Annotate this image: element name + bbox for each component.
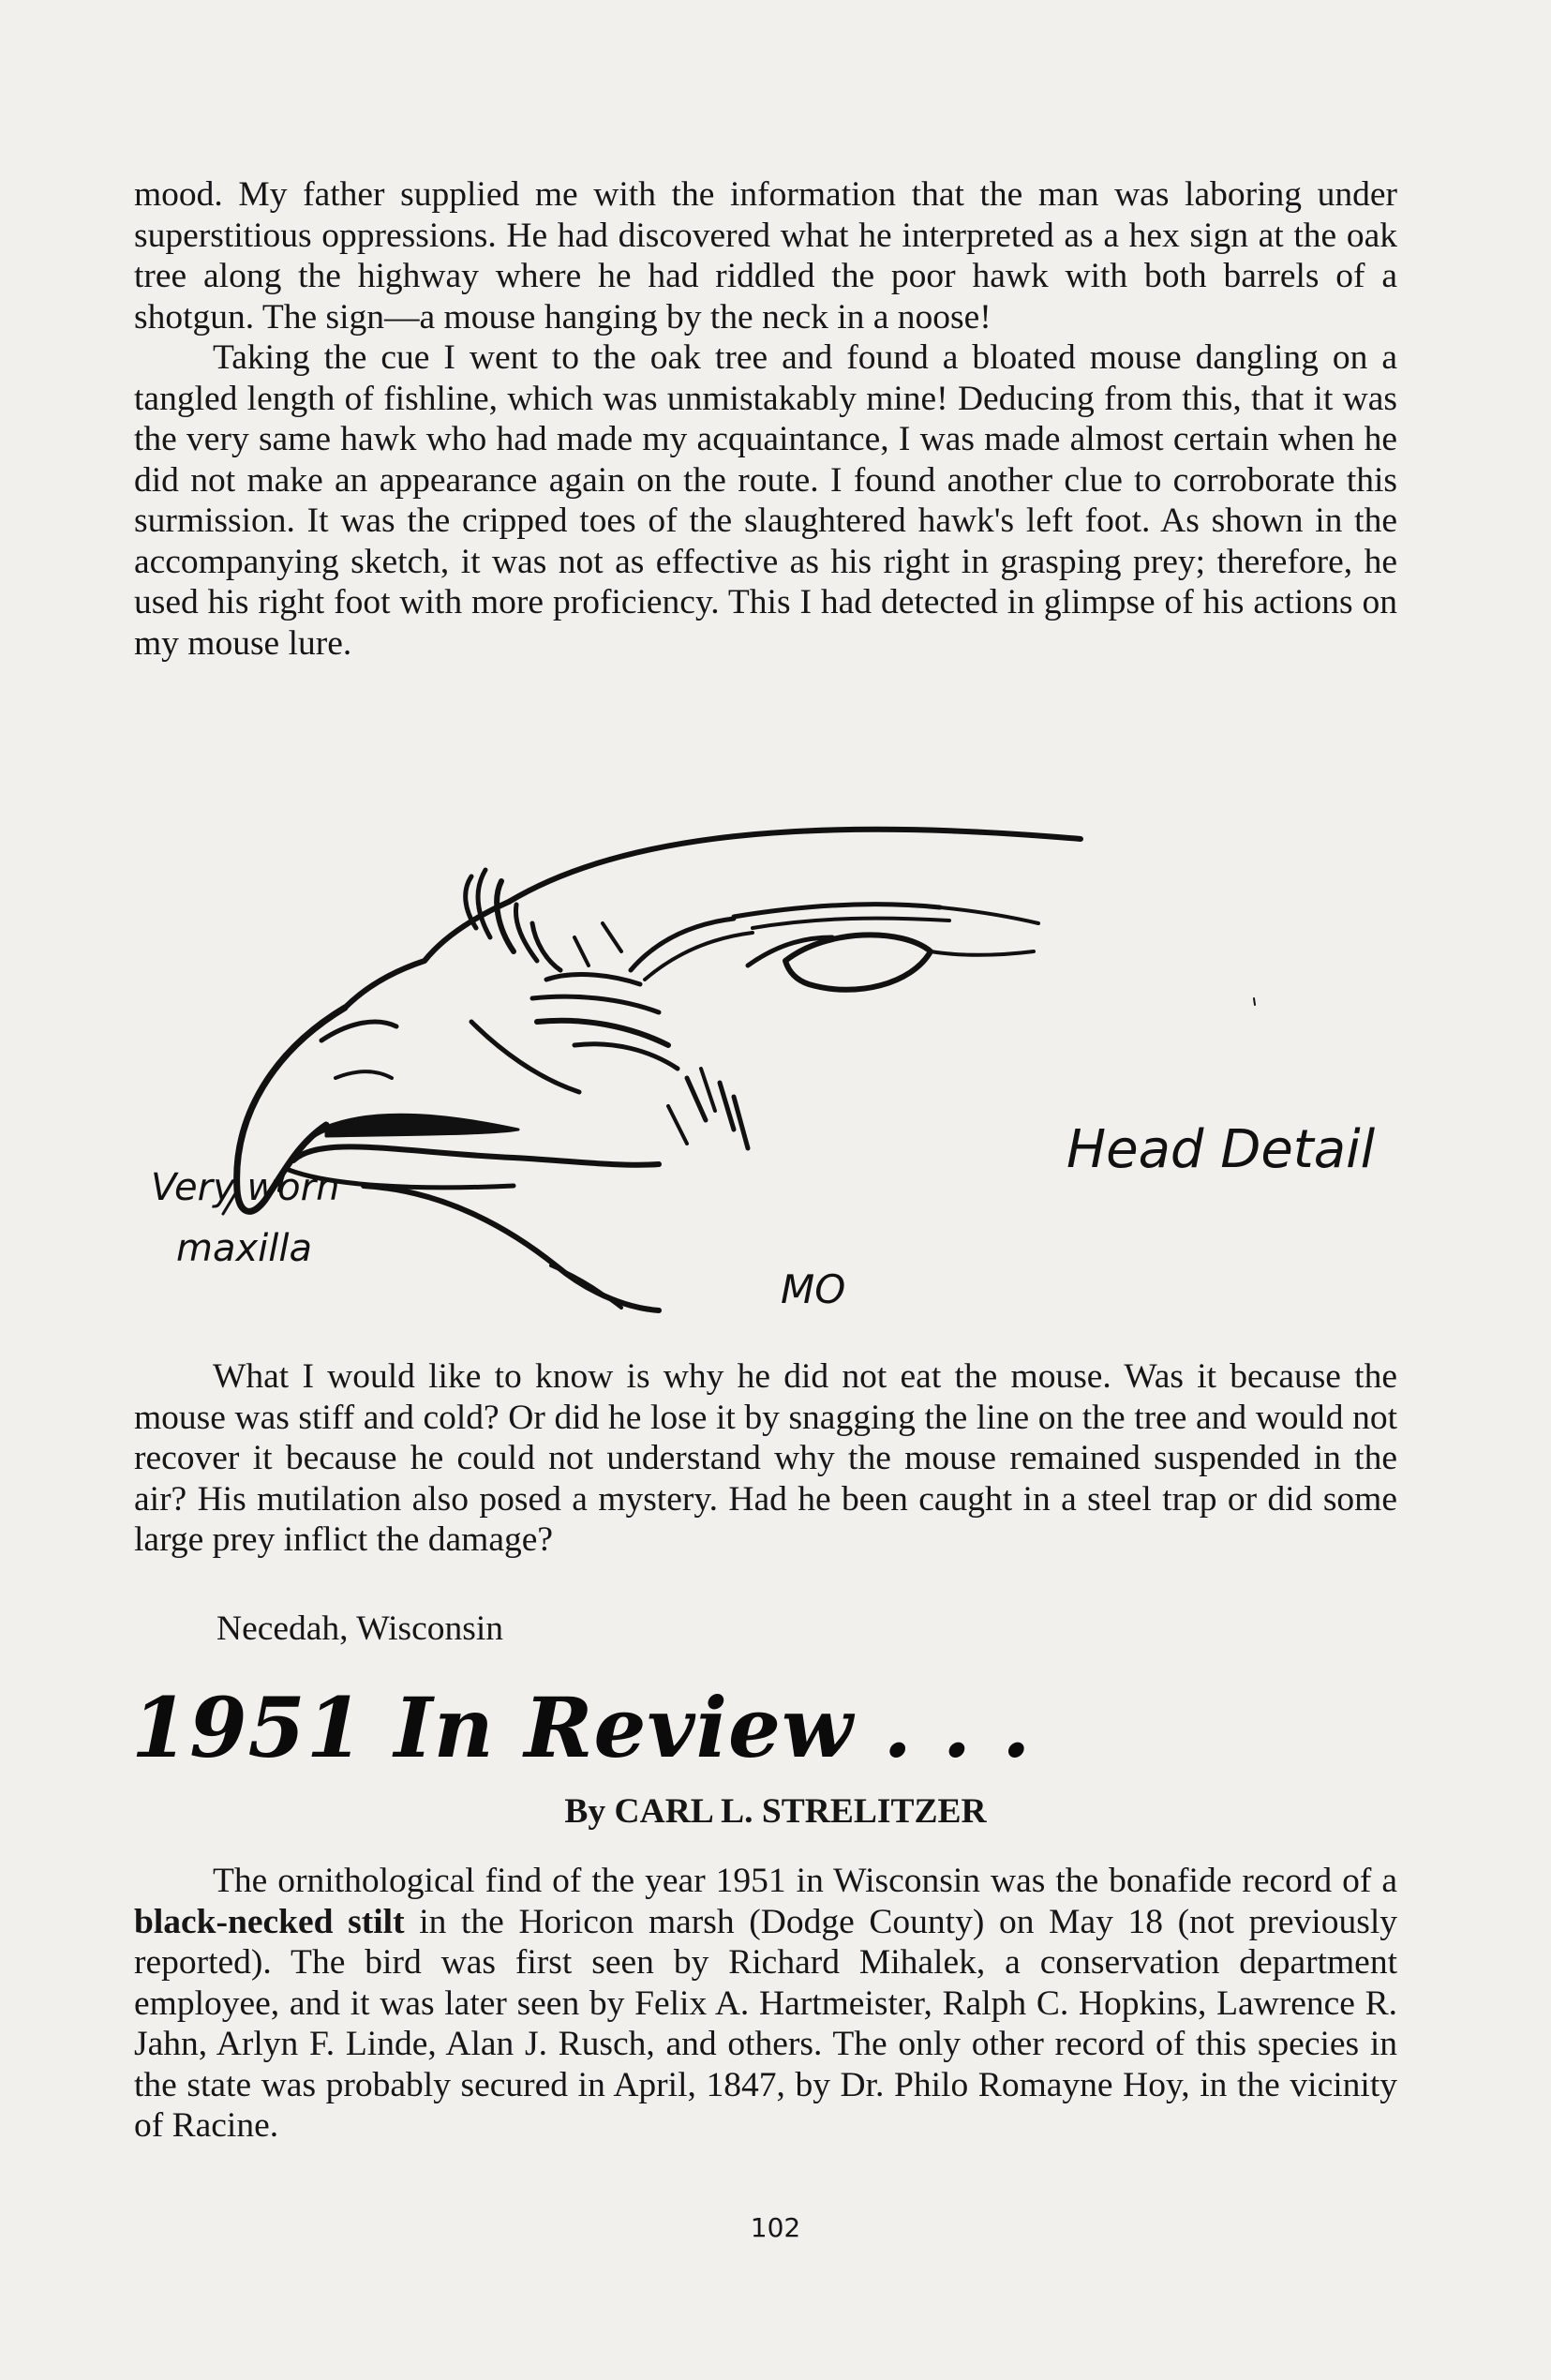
sketch-caption: Head Detail (1066, 1119, 1376, 1180)
intro-paragraph-oak-tree: Taking the cue I went to the oak tree and found a bloated mouse dangling on a tangled length of fishline, which was unmistakably mine! Deducing from this, that it was the very same hawk who had made my acquaintance, I was made almost certain when he did not make an appearance again on the route. I found another clue to corroborate this surmission. It was the cripped toes of the slaughtered hawk's left foot. As shown in the accompanying sketch, it was not as effective as his right in grasping prey; therefore, he used his right foot with more proficiency. This I had detected in glimpse of his actions on my mouse lure. (134, 338, 1397, 663)
review-paragraph (134, 1861, 1397, 2147)
species-highlight: black-necked stilt (134, 1902, 405, 1941)
hawk-head-sketch (134, 797, 1397, 1340)
sketch-initials: MO (781, 1266, 846, 1312)
sketch-eye (785, 935, 931, 989)
intro-section (134, 174, 1397, 664)
question-paragraph: What I would like to know is why he did not eat the mouse. Was it because the mouse was stiff and cold? Or did he lose it by snagging the line on the tree and would not recover it because he could not understand why the mouse remained suspended in the air? His mutilation also posed a mystery. Had he been caught in a steel trap or did some large prey inflict the damage? (134, 1357, 1397, 1559)
sketch-head-outline (345, 902, 509, 1008)
author-location: Necedah, Wisconsin (216, 1609, 504, 1648)
question-section (134, 1356, 1397, 1561)
intro-paragraph-continued: mood. My father supplied me with the information that the man was laboring under superstitious oppressions. He had discovered what he interpreted as a hex sign at the oak tree along the highway where he had riddled the poor hawk with both barrels of a shotgun. The sign—a mouse hanging by the neck in a noose! (134, 175, 1397, 337)
review-text-start: The ornithological find of the year 1951 in Wisconsin was the bonafide record of a (213, 1862, 1397, 1900)
sketch-mouth (326, 1115, 518, 1136)
sketch-lower-mandible (293, 1146, 659, 1164)
sketch-throat (364, 1186, 659, 1310)
article-title: 1951 In Review . . . (131, 1679, 1032, 1776)
sketch-label-line2: maxilla (176, 1227, 312, 1270)
sketch-crown-line (509, 830, 1081, 902)
article-byline: By CARL L. STRELITZER (564, 1792, 987, 1831)
review-text-end: in the Horicon marsh (Dodge County) on May 18 (not previously reported). The bird was first seen by Richard Mihalek, a conservation department employee, and it was later seen by Felix A. Hartmeister, Ralph C. Hopkins, Lawrence R. Jahn, Arlyn F. Linde, Alan J. Rusch, and others. The only other record of this species in the state was probably secured in April, 1847, by Dr. Philo Romayne Hoy, in the vicinity of Racine. (134, 1902, 1397, 2145)
page-number: 102 (750, 2212, 801, 2243)
sketch-label-line1: Very worn (151, 1166, 340, 1209)
review-section (134, 1861, 1397, 2147)
